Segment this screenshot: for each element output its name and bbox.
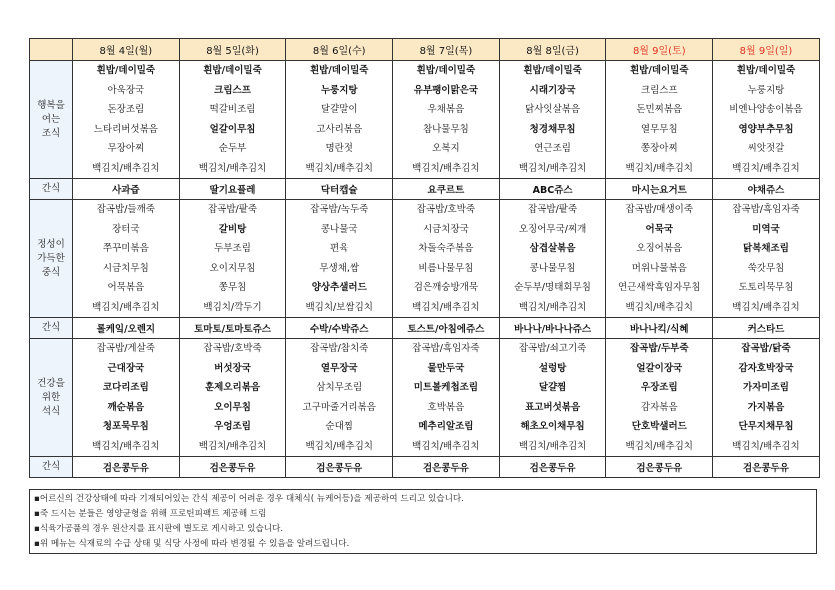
dish-item: 오징어무국/찌개 bbox=[518, 223, 587, 235]
snack-cell: 야채쥬스 bbox=[713, 179, 820, 200]
dish-item: 깨순볶음 bbox=[107, 401, 145, 413]
dish-item: 잡곡밥/들깨죽 bbox=[96, 204, 155, 215]
dish-item: 백김치/깍두기 bbox=[203, 301, 262, 313]
dish-item: 백김치/배추김치 bbox=[198, 162, 267, 174]
dish-item: 영양부추무침 bbox=[738, 123, 794, 135]
snack-cell: 바나나킥/식혜 bbox=[606, 318, 713, 339]
dish-item: 백김치/배추김치 bbox=[625, 440, 693, 452]
dish-item: 백김치/보쌈김치 bbox=[305, 301, 373, 313]
snack-cell: 검은콩두유 bbox=[393, 457, 500, 478]
dish-item: 달걀말이 bbox=[320, 104, 358, 115]
label-line: 석식 bbox=[41, 405, 61, 417]
dish-item: 흰밥/데이밀죽 bbox=[630, 65, 689, 76]
dish-item: 무장아찌 bbox=[107, 143, 145, 154]
dish-item: 설렁탕 bbox=[538, 362, 567, 374]
dish-item: 어묵국 bbox=[645, 223, 674, 235]
dish-item: 도토리묵무침 bbox=[738, 282, 794, 293]
dish-item: 잡곡밥/흑임자죽 bbox=[412, 343, 480, 354]
dish-item: 잡곡밥/쇠고기죽 bbox=[518, 343, 587, 354]
label-line: 위한 bbox=[41, 391, 61, 403]
day-header-5: 8월 8일(금) bbox=[499, 39, 606, 61]
day-header-row bbox=[30, 39, 820, 61]
dish-item: 잡곡밥/매생이죽 bbox=[625, 204, 693, 215]
snack-cell: 요쿠르트 bbox=[393, 179, 500, 200]
dish-item: 백김치/배추김치 bbox=[518, 162, 587, 174]
dish-item: 오이지무침 bbox=[209, 262, 256, 274]
dish-item: 근대장국 bbox=[107, 362, 145, 374]
dish-item: 열무무침 bbox=[640, 123, 678, 135]
dish-item: 흰밥/데이밀죽 bbox=[736, 65, 796, 76]
dish-item: 떡갈비조림 bbox=[209, 104, 256, 115]
snack-cell: 검은콩두유 bbox=[606, 457, 713, 478]
dish-item: 무생채,쌈 bbox=[319, 262, 360, 274]
dish-item: 백김치/배추김치 bbox=[305, 162, 373, 174]
dish-item: 열무장국 bbox=[320, 362, 358, 374]
label-line: 가득한 bbox=[37, 252, 65, 264]
dish-item: 비름나물무침 bbox=[418, 262, 474, 274]
breakfast-cell bbox=[393, 61, 500, 179]
snack-row bbox=[30, 179, 820, 200]
snack-cell: 검은콩두유 bbox=[73, 457, 180, 478]
dish-item: 백김치/배추김치 bbox=[305, 440, 373, 452]
snack-cell: 수박/수박쥬스 bbox=[286, 318, 393, 339]
breakfast-label bbox=[30, 61, 73, 179]
day-header-1: 8월 4일(월) bbox=[73, 39, 180, 61]
lunch-cell bbox=[286, 200, 393, 318]
dish-item: 오징어볶음 bbox=[636, 243, 683, 254]
dish-item: 백김치/배추김치 bbox=[732, 440, 800, 452]
dish-item: 누룽지탕 bbox=[320, 84, 358, 96]
dish-item: 삼겹살볶음 bbox=[529, 243, 576, 254]
dish-item: 백김치/배추김치 bbox=[92, 301, 160, 313]
dish-item: 돈장조림 bbox=[107, 104, 145, 115]
dish-item: 미역국 bbox=[752, 223, 780, 235]
dinner-cell bbox=[179, 339, 286, 457]
breakfast-cell bbox=[713, 61, 820, 179]
dish-item: 코다리조림 bbox=[102, 382, 149, 393]
dish-item: 갈비탕 bbox=[218, 223, 247, 235]
dish-item: 잡곡밥/팥죽 bbox=[528, 204, 578, 215]
snack-cell: 검은콩두유 bbox=[499, 457, 606, 478]
dish-item: 느타리버섯볶음 bbox=[93, 123, 158, 135]
snack-cell: 검은콩두유 bbox=[713, 457, 820, 478]
dish-item: 얼갈이무침 bbox=[209, 123, 256, 135]
dish-item: 쫑장아찌 bbox=[640, 143, 678, 154]
dish-item: 가자미조림 bbox=[743, 382, 789, 393]
dish-item: 백김치/배추김치 bbox=[92, 440, 160, 452]
note-line: ▪위 메뉴는 식재료의 수급 상태 및 식당 사정에 따라 변경될 수 있음을 알려드립니다. bbox=[34, 539, 350, 549]
lunch-cell bbox=[393, 200, 500, 318]
breakfast-cell bbox=[606, 61, 713, 179]
dish-item: 미트볼케첩조림 bbox=[413, 382, 479, 393]
snack-label: 간식 bbox=[30, 179, 73, 200]
dish-item: 감자볶음 bbox=[640, 401, 678, 413]
dish-item: 백김치/배추김치 bbox=[412, 440, 480, 452]
dish-item: 흰밥/데이밀죽 bbox=[416, 65, 476, 76]
dish-item: 우장조림 bbox=[640, 382, 678, 393]
dish-item: 가지볶음 bbox=[747, 401, 785, 413]
dish-item: 잡곡밥/흑임자죽 bbox=[732, 204, 800, 215]
dish-item: 어묵볶음 bbox=[107, 282, 145, 293]
dish-item: 청경채무침 bbox=[529, 123, 576, 135]
dinner-cell bbox=[606, 339, 713, 457]
snack-cell: 바나나/바나나쥬스 bbox=[499, 318, 606, 339]
day-header-7: 8월 9일(일) bbox=[713, 39, 820, 61]
dish-item: 순대찜 bbox=[325, 421, 353, 432]
dish-item: 백김치/배추김치 bbox=[412, 162, 480, 174]
lunch-cell bbox=[606, 200, 713, 318]
dinner-row bbox=[30, 339, 820, 457]
dish-item: 잡곡밥/두부죽 bbox=[630, 343, 689, 354]
dish-item: 표고버섯볶음 bbox=[525, 401, 581, 413]
dish-item: 돈민찌볶음 bbox=[636, 104, 683, 115]
dish-item: 크림스프 bbox=[214, 84, 251, 96]
dish-item: 흰밥/데이밀죽 bbox=[523, 65, 582, 76]
dish-item: 달걀찜 bbox=[538, 382, 567, 393]
dish-item: 잡곡밥/호박죽 bbox=[416, 204, 476, 215]
breakfast-cell bbox=[73, 61, 180, 179]
notes-box bbox=[29, 489, 817, 554]
snack-cell: 토스트/아침에쥬스 bbox=[393, 318, 500, 339]
day-header-6: 8월 9일(토) bbox=[606, 39, 713, 61]
dish-item: 쫑무침 bbox=[218, 282, 247, 293]
dish-item: 닭사잇살볶음 bbox=[525, 104, 581, 115]
dish-item: 우채볶음 bbox=[427, 104, 465, 115]
snack-cell: 딸기요플레 bbox=[179, 179, 286, 200]
lunch-cell bbox=[73, 200, 180, 318]
snack-cell: 검은콩두유 bbox=[179, 457, 286, 478]
dish-item: 머위나물볶음 bbox=[631, 262, 687, 274]
breakfast-row bbox=[30, 61, 820, 179]
dish-item: 백김치/배추김치 bbox=[412, 301, 480, 313]
dish-item: 단무지채무침 bbox=[738, 421, 794, 432]
dish-item: 백김치/배추김치 bbox=[198, 440, 267, 452]
dish-item: 흰밥/데이밀죽 bbox=[203, 65, 262, 76]
label-line: 조식 bbox=[41, 127, 61, 139]
day-header-3: 8월 6일(수) bbox=[286, 39, 393, 61]
snack-cell: 토마토/토마토쥬스 bbox=[179, 318, 286, 339]
dish-item: 양상추샐러드 bbox=[311, 282, 367, 293]
dish-item: 연근조림 bbox=[534, 143, 571, 154]
dish-item: 닭복채조림 bbox=[743, 243, 789, 254]
label-line: 건강을 bbox=[37, 377, 65, 389]
snack-label: 간식 bbox=[30, 318, 73, 339]
menu-body bbox=[30, 61, 820, 478]
dish-item: 백김치/배추김치 bbox=[732, 162, 800, 174]
dish-item: 감자호박장국 bbox=[738, 362, 794, 374]
dish-item: 백김치/배추김치 bbox=[625, 162, 693, 174]
dish-item: 콩나물무침 bbox=[529, 262, 576, 274]
dish-item: 차돌숙주볶음 bbox=[418, 243, 474, 254]
dish-item: 백김치/배추김치 bbox=[92, 162, 160, 174]
dish-item: 쭈꾸미볶음 bbox=[102, 243, 149, 254]
dish-item: 명란젓 bbox=[325, 143, 353, 154]
dish-item: 크림스프 bbox=[640, 84, 678, 96]
snack-row bbox=[30, 318, 820, 339]
dish-item: 편육 bbox=[330, 243, 349, 254]
dish-item: 버섯장국 bbox=[214, 362, 251, 374]
label-line: 정성이 bbox=[37, 238, 65, 250]
dish-item: 해초오이채무침 bbox=[520, 421, 585, 432]
dish-item: 흰밥/데이밀죽 bbox=[96, 65, 156, 76]
dish-item: 잡곡밥/녹두죽 bbox=[310, 204, 369, 215]
dish-item: 연근새싹흑임자무침 bbox=[617, 282, 701, 293]
breakfast-cell bbox=[179, 61, 286, 179]
snack-cell: 검은콩두유 bbox=[286, 457, 393, 478]
day-header-2: 8월 5일(화) bbox=[179, 39, 286, 61]
snack-cell: 마시는요거트 bbox=[606, 179, 713, 200]
dish-item: 오복지 bbox=[432, 143, 460, 154]
dish-item: 고사리볶음 bbox=[316, 123, 363, 135]
dish-item: 백김치/배추김치 bbox=[518, 301, 587, 313]
dish-item: 잡곡밥/호박죽 bbox=[203, 343, 262, 354]
lunch-cell bbox=[179, 200, 286, 318]
dish-item: 아욱장국 bbox=[107, 84, 145, 96]
dish-item: 고구마줄거리볶음 bbox=[302, 401, 376, 413]
snack-row bbox=[30, 457, 820, 478]
snack-cell: ABC쥬스 bbox=[499, 179, 606, 200]
snack-cell: 사과즙 bbox=[73, 179, 180, 200]
dish-item: 시금치장국 bbox=[422, 223, 469, 235]
dinner-cell bbox=[393, 339, 500, 457]
snack-cell: 닥터캡슐 bbox=[286, 179, 393, 200]
dish-item: 메추리알조림 bbox=[418, 421, 474, 432]
dish-item: 검은깨숭방개묵 bbox=[413, 282, 479, 293]
dish-item: 물만두국 bbox=[427, 362, 465, 374]
dish-item: 콩나물국 bbox=[320, 223, 358, 235]
weekly-menu-table bbox=[29, 38, 820, 478]
dish-item: 삼치무조림 bbox=[316, 382, 363, 393]
dish-item: 얼갈이장국 bbox=[636, 362, 683, 374]
dish-item: 흰밥/데이밀죽 bbox=[309, 65, 369, 76]
snack-label: 간식 bbox=[30, 457, 73, 478]
dish-item: 훈제오리볶음 bbox=[205, 382, 261, 393]
dish-item: 두부조림 bbox=[214, 243, 251, 254]
dinner-cell bbox=[713, 339, 820, 457]
dish-item: 참나물무침 bbox=[422, 123, 469, 135]
dish-item: 우엉조림 bbox=[214, 421, 251, 432]
dish-item: 시금치무침 bbox=[102, 262, 149, 274]
lunch-cell bbox=[713, 200, 820, 318]
snack-cell: 롤케잌/오렌지 bbox=[73, 318, 180, 339]
dish-item: 유부팽이맑은국 bbox=[413, 84, 479, 96]
breakfast-cell bbox=[499, 61, 606, 179]
breakfast-cell bbox=[286, 61, 393, 179]
day-header-4: 8월 7일(목) bbox=[393, 39, 500, 61]
dish-item: 누룽지탕 bbox=[747, 84, 785, 96]
dish-item: 순두부/명태회무침 bbox=[514, 282, 591, 293]
dinner-cell bbox=[73, 339, 180, 457]
dish-item: 잡곡밥/참치죽 bbox=[310, 343, 369, 354]
dinner-cell bbox=[286, 339, 393, 457]
lunch-cell bbox=[499, 200, 606, 318]
dish-item: 잡곡밥/게살죽 bbox=[96, 343, 155, 354]
dish-item: 순두부 bbox=[218, 143, 247, 154]
dish-item: 호박볶음 bbox=[427, 401, 465, 413]
dish-item: 시래기장국 bbox=[529, 84, 576, 96]
corner-cell bbox=[30, 39, 73, 61]
dish-item: 장터국 bbox=[112, 223, 140, 235]
dish-item: 백김치/배추김치 bbox=[625, 301, 693, 313]
note-line: ▪어르신의 건강상태에 따라 기재되어있는 간식 제공이 어려운 경우 대체식( 뉴케어등)을 제공하여 드리고 있습니다. bbox=[34, 494, 464, 504]
note-line: ▪죽 드시는 분들은 영양균형을 위해 프로틴피팩트 제공해 드림 bbox=[34, 509, 267, 519]
dish-item: 백김치/배추김치 bbox=[518, 440, 587, 452]
label-line: 중식 bbox=[41, 266, 61, 278]
dish-item: 청포묵무침 bbox=[102, 421, 149, 432]
label-line: 행복을 bbox=[37, 99, 65, 111]
lunch-label bbox=[30, 200, 73, 318]
dinner-label bbox=[30, 339, 73, 457]
dish-item: 잡곡밥/팥죽 bbox=[207, 204, 258, 215]
note-line: ▪식육가공품의 경우 원산지를 표시판에 별도로 게시하고 있습니다. bbox=[34, 524, 284, 534]
label-line: 여는 bbox=[41, 113, 61, 125]
dish-item: 비엔나양송이볶음 bbox=[729, 104, 803, 115]
dish-item: 백김치/배추김치 bbox=[732, 301, 800, 313]
snack-cell: 커스타드 bbox=[713, 318, 820, 339]
lunch-row bbox=[30, 200, 820, 318]
dish-item: 쑥갓무침 bbox=[747, 262, 785, 274]
dish-item: 단호박샐러드 bbox=[631, 421, 687, 432]
dinner-cell bbox=[499, 339, 606, 457]
dish-item: 잡곡밥/닭죽 bbox=[741, 343, 791, 354]
dish-item: 씨앗젓갈 bbox=[747, 143, 785, 154]
dish-item: 오이무침 bbox=[214, 401, 251, 413]
